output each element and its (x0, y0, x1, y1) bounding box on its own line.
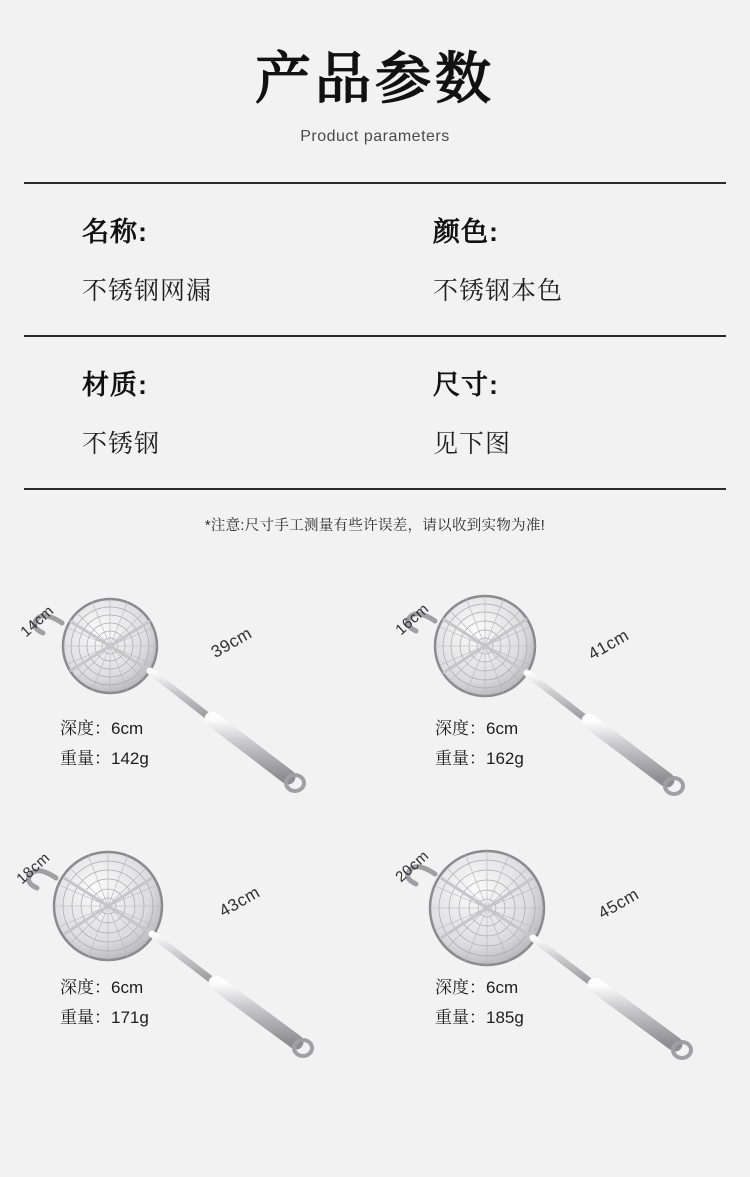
product-cell (375, 561, 750, 816)
spec-value: 不锈钢 (82, 429, 161, 458)
depth-text: 深度：6cm (435, 719, 519, 739)
spec-label: 颜色: (433, 216, 499, 247)
spec-row (24, 184, 726, 337)
spec-cell-color (375, 210, 726, 307)
strainer-illustration (0, 561, 375, 816)
strainer-photo (375, 816, 750, 1071)
product-info (435, 714, 524, 774)
spec-label: 尺寸: (433, 369, 499, 400)
spec-value: 不锈钢本色 (433, 276, 564, 305)
product-info (435, 973, 524, 1033)
strainer-photo (0, 816, 375, 1071)
spec-value: 不锈钢网漏 (82, 276, 213, 305)
depth-text: 深度：6cm (435, 978, 519, 998)
weight-text: 重量：171g (60, 1007, 149, 1027)
page-subtitle: Product parameters (300, 127, 450, 145)
weight-text: 重量：185g (435, 1007, 524, 1027)
length-label: 45cm (594, 884, 643, 923)
strainer-photo (0, 561, 375, 816)
depth-text: 深度：6cm (60, 978, 144, 998)
product-info (60, 973, 149, 1033)
page-title: 产品参数 (255, 47, 495, 110)
product-info (60, 714, 149, 774)
strainer-illustration (0, 816, 375, 1071)
spec-cell-name (24, 210, 375, 307)
measurement-note: *注意:尺寸手工测量有些许误差，请以收到实物为准! (204, 517, 546, 534)
product-grid (0, 561, 750, 1071)
spec-cell-material (24, 363, 375, 460)
weight-text: 重量：142g (60, 748, 149, 768)
length-label: 43cm (215, 882, 264, 921)
depth-text: 深度：6cm (60, 719, 144, 739)
spec-table (24, 182, 726, 490)
page-header (0, 0, 750, 146)
length-label: 39cm (207, 623, 256, 662)
diameter-label: 14cm (17, 601, 58, 641)
weight-text: 重量：162g (435, 748, 524, 768)
spec-cell-size (375, 363, 726, 460)
spec-label: 材质: (82, 369, 148, 400)
product-cell (0, 816, 375, 1071)
spec-row (24, 337, 726, 490)
strainer-illustration (375, 561, 750, 816)
product-cell (0, 561, 375, 816)
spec-value: 见下图 (433, 429, 512, 458)
spec-label: 名称: (82, 216, 148, 247)
diameter-label: 20cm (392, 846, 433, 886)
length-label: 41cm (584, 625, 633, 664)
product-cell (375, 816, 750, 1071)
diameter-label: 16cm (392, 599, 433, 639)
diameter-label: 18cm (13, 848, 54, 888)
strainer-illustration (375, 816, 750, 1071)
strainer-photo (375, 561, 750, 816)
